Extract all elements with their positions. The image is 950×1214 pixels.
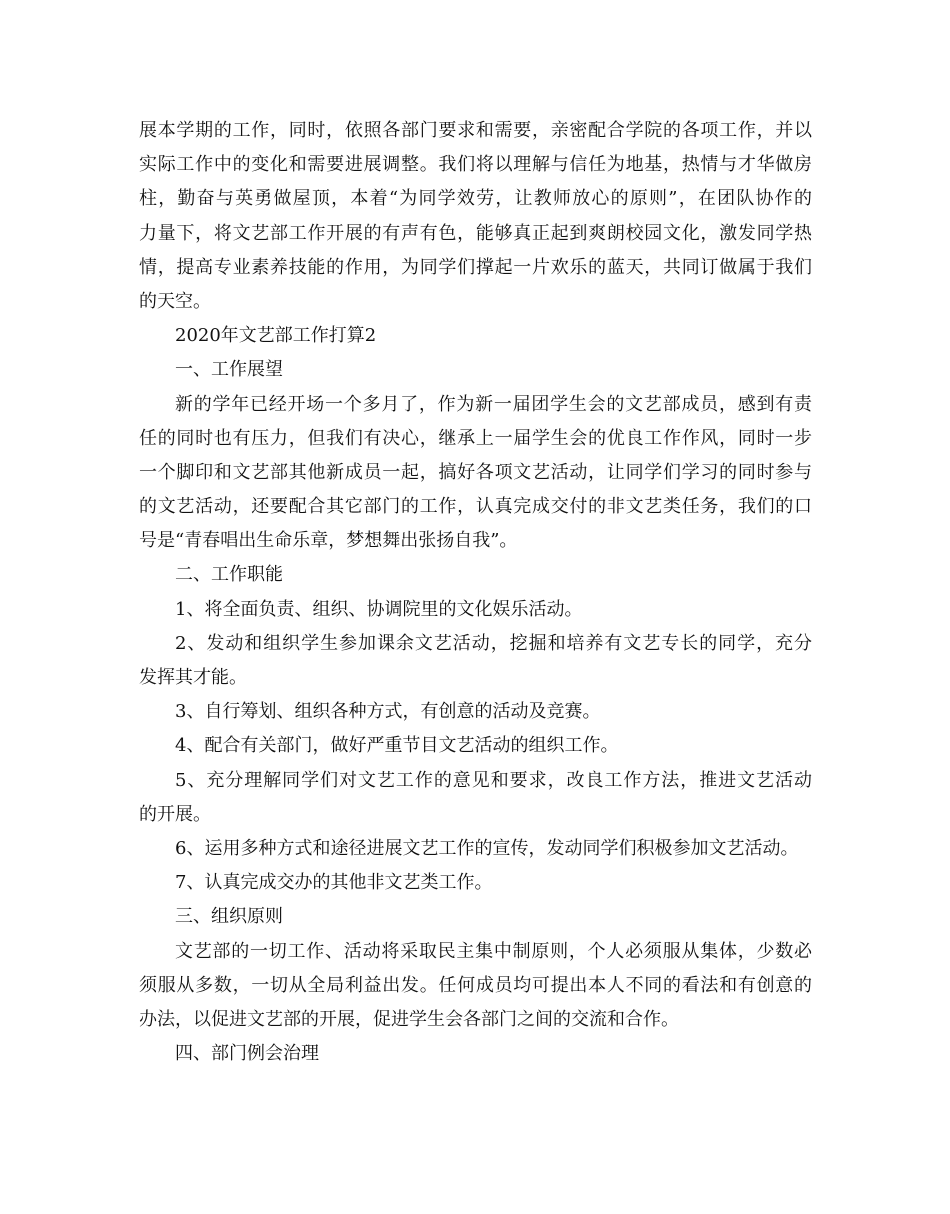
text-line: 新的学年已经开场一个多月了，作为新一届团学生会的文艺部成员，感到有责 <box>175 393 812 415</box>
section-heading-4: 四、部门例会治理 <box>175 1043 319 1065</box>
paragraph-organization-principle <box>139 935 812 1038</box>
list-item: 7、认真完成交办的其他非文艺类工作。 <box>175 872 493 894</box>
text-line: 号是“青春唱出生命乐章，梦想舞出张扬自我”。 <box>139 530 518 552</box>
text-line: 展本学期的工作，同时，依照各部门要求和需要，亲密配合学院的各项工作，并以 <box>139 120 812 141</box>
text-line: 5、充分理解同学们对文艺工作的意见和要求，改良工作方法，推进文艺活动 <box>175 769 812 791</box>
list-item: 3、自行筹划、组织各种方式，有创意的活动及竞赛。 <box>175 701 601 723</box>
text-line: 文艺部的一切工作、活动将采取民主集中制原则，个人必须服从集体，少数必 <box>175 940 812 962</box>
text-line: 发挥其才能。 <box>139 667 247 688</box>
text-line: 实际工作中的变化和需要进展调整。我们将以理解与信任为地基，热情与才华做房 <box>139 154 812 176</box>
text-line: 的天空。 <box>139 290 211 312</box>
list-item <box>139 764 812 832</box>
text-line: 的开展。 <box>139 803 211 825</box>
text-line: 柱，勤奋与英勇做屋顶，本着“为同学效劳，让教师放心的原则”，在团队协作的 <box>139 188 812 210</box>
list-item: 1、将全面负责、组织、协调院里的文化娱乐活动。 <box>175 598 583 620</box>
text-line: 任的同时也有压力，但我们有决心，继承上一届学生会的优良工作作风，同时一步 <box>139 427 812 449</box>
document-page <box>139 114 812 1071</box>
list-item <box>139 627 812 695</box>
paragraph-work-outlook <box>139 388 812 559</box>
text-line: 的文艺活动，还要配合其它部门的工作，认真完成交付的非文艺类任务，我们的口 <box>139 496 812 518</box>
text-line: 办法，以促进文艺部的开展，促进学生会各部门之间的交流和合作。 <box>139 1008 679 1030</box>
section-heading-2: 二、工作职能 <box>175 564 283 586</box>
paragraph-intro-continuation <box>139 114 812 319</box>
section-heading-1: 一、工作展望 <box>175 359 283 381</box>
text-line: 一个脚印和文艺部其他新成员一起，搞好各项文艺活动，让同学们学习的同时参与 <box>139 461 812 483</box>
section-title: 2020年文艺部工作打算2 <box>175 325 377 347</box>
text-line: 须服从多数，一切从全局利益出发。任何成员均可提出本人不同的看法和有创意的 <box>139 974 812 996</box>
list-item: 4、配合有关部门，做好严重节目文艺活动的组织工作。 <box>175 735 619 757</box>
text-line: 情，提高专业素养技能的作用，为同学们撑起一片欢乐的蓝天，共同订做属于我们 <box>139 256 812 278</box>
list-item: 6、运用多种方式和途径进展文艺工作的宣传，发动同学们积极参加文艺活动。 <box>175 837 799 859</box>
text-line: 2、发动和组织学生参加课余文艺活动，挖掘和培养有文艺专长的同学，充分 <box>175 632 812 654</box>
section-heading-3: 三、组织原则 <box>175 906 283 928</box>
text-line: 力量下，将文艺部工作开展的有声有色，能够真正起到爽朗校园文化，激发同学热 <box>139 222 812 244</box>
